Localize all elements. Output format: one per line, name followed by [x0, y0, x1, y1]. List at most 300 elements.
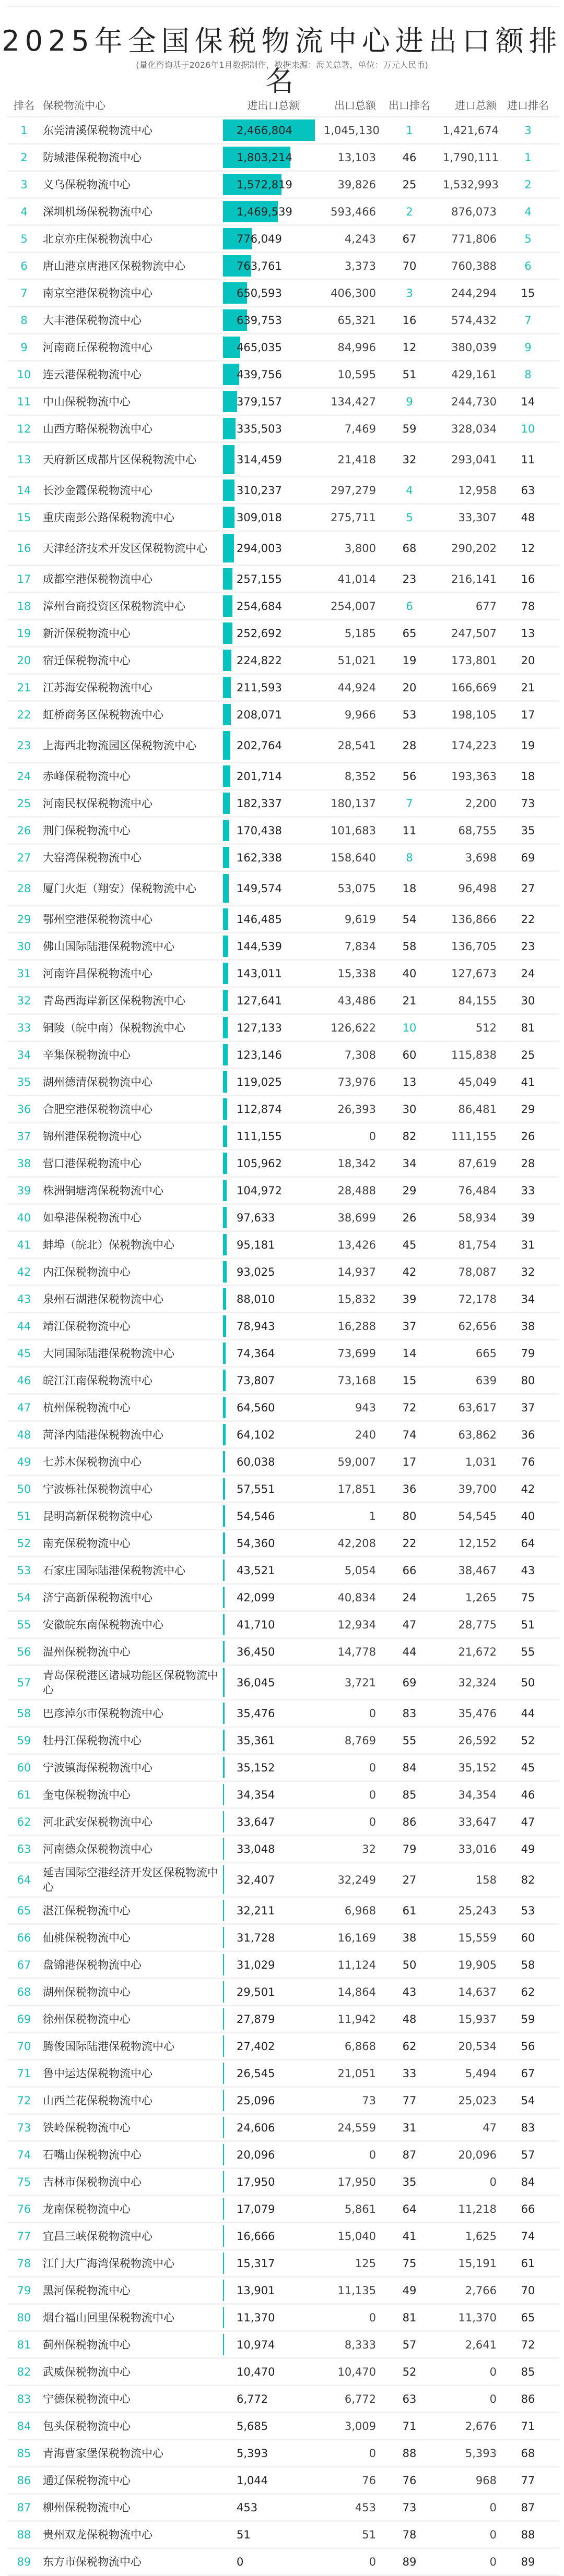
rank: 40 — [17, 1211, 31, 1224]
total-value: 257,155 — [237, 572, 282, 585]
total-value: 379,157 — [237, 395, 282, 408]
total-cell — [223, 1585, 324, 1610]
import-rank: 19 — [521, 739, 535, 752]
center-name: 河南许昌保税物流中心 — [43, 967, 152, 980]
center-name: 铜陵（皖中南）保税物流中心 — [43, 1021, 185, 1034]
table-row — [7, 845, 559, 872]
center-name: 宁德保税物流中心 — [43, 2392, 131, 2405]
import-rank: 5 — [524, 232, 532, 245]
total-cell — [223, 1042, 324, 1068]
export-total: 59,007 — [337, 1455, 376, 1468]
rank: 62 — [17, 1815, 31, 1828]
import-total: 11,218 — [458, 2202, 497, 2215]
import-rank: 52 — [521, 1734, 535, 1747]
table-row — [7, 2305, 559, 2332]
total-cell — [223, 532, 324, 565]
export-total: 593,466 — [331, 205, 376, 218]
rank: 31 — [17, 967, 31, 980]
export-rank: 71 — [402, 2419, 417, 2433]
total-value: 650,593 — [237, 286, 282, 299]
export-total: 17,851 — [337, 1482, 376, 1495]
center-name: 鲁中运达保税物流中心 — [43, 2067, 152, 2080]
total-value: 32,211 — [237, 1904, 275, 1917]
rank: 37 — [17, 1130, 31, 1143]
import-total: 96,498 — [458, 882, 497, 895]
total-cell — [223, 2440, 324, 2466]
total-cell — [223, 172, 324, 197]
total-value: 16,666 — [237, 2230, 275, 2243]
total-cell — [223, 2250, 324, 2276]
export-total: 7,469 — [344, 422, 376, 435]
total-value: 10,470 — [237, 2365, 275, 2378]
rank: 76 — [17, 2202, 31, 2215]
center-name: 菏泽内陆港保税物流中心 — [43, 1428, 163, 1441]
import-rank: 3 — [524, 124, 532, 137]
rank: 34 — [17, 1048, 31, 1061]
total-cell — [223, 729, 324, 762]
rank: 28 — [17, 882, 31, 895]
export-rank: 87 — [402, 2148, 417, 2161]
export-rank: 4 — [406, 484, 413, 497]
rank: 86 — [17, 2474, 31, 2487]
import-rank: 38 — [521, 1320, 535, 1333]
export-total: 126,622 — [331, 1021, 376, 1034]
total-cell — [223, 593, 324, 619]
export-total: 158,640 — [331, 851, 376, 864]
center-name: 大丰港保税物流中心 — [43, 314, 142, 327]
total-cell — [223, 1151, 324, 1176]
total-value: 314,459 — [237, 453, 282, 466]
export-total: 11,124 — [337, 1958, 376, 1971]
import-total: 15,191 — [458, 2257, 497, 2270]
import-total: 136,866 — [451, 913, 497, 926]
rank: 60 — [17, 1761, 31, 1774]
center-name: 鄂州空港保税物流中心 — [43, 913, 152, 926]
import-total: 2,766 — [465, 2284, 497, 2297]
table-row — [7, 620, 559, 648]
table-row — [7, 1666, 559, 1700]
rank: 70 — [17, 2040, 31, 2053]
rank: 11 — [17, 395, 31, 408]
total-value: 143,011 — [237, 967, 282, 980]
total-cell — [223, 2169, 324, 2195]
total-cell — [223, 2115, 324, 2140]
import-rank: 6 — [524, 259, 532, 272]
import-total: 33,647 — [458, 1815, 497, 1828]
total-cell — [223, 117, 324, 143]
import-total: 293,041 — [451, 453, 497, 466]
export-total: 125 — [355, 2257, 376, 2270]
rank: 7 — [20, 286, 28, 299]
total-cell — [223, 818, 324, 843]
export-total: 0 — [369, 1788, 376, 1801]
table-row — [7, 117, 559, 145]
rank: 4 — [20, 205, 28, 218]
import-rank: 14 — [521, 395, 535, 408]
total-value: 10,974 — [237, 2338, 275, 2351]
export-rank: 82 — [402, 1130, 417, 1143]
import-rank: 66 — [521, 2202, 535, 2215]
total-cell — [223, 280, 324, 306]
export-total: 51 — [362, 2528, 376, 2541]
total-value: 104,972 — [237, 1184, 282, 1197]
export-total: 0 — [369, 1707, 376, 1720]
import-rank: 45 — [521, 1761, 535, 1774]
total-value: 254,684 — [237, 600, 282, 613]
center-name: 吉林市保税物流中心 — [43, 2175, 142, 2188]
import-rank: 27 — [521, 882, 535, 895]
import-rank: 42 — [521, 1482, 535, 1495]
export-rank: 85 — [402, 1788, 417, 1801]
total-value: 64,560 — [237, 1401, 275, 1414]
export-rank: 89 — [402, 2555, 417, 2568]
export-total: 51,021 — [337, 654, 376, 667]
table-row — [7, 362, 559, 389]
import-rank: 56 — [521, 2040, 535, 2053]
import-rank: 34 — [521, 1292, 535, 1305]
table-row — [7, 2440, 559, 2467]
table-row — [7, 2196, 559, 2223]
export-rank: 59 — [402, 422, 417, 435]
rank: 2 — [20, 151, 28, 164]
total-cell — [223, 1666, 324, 1699]
export-total: 10,595 — [337, 368, 376, 381]
total-cell — [223, 1898, 324, 1923]
rank: 5 — [20, 232, 28, 245]
rank: 65 — [17, 1904, 31, 1917]
total-cell — [223, 1728, 324, 1753]
total-cell — [223, 2305, 324, 2330]
import-rank: 9 — [524, 341, 532, 354]
export-rank: 41 — [402, 2230, 417, 2243]
export-total: 1 — [369, 1509, 376, 1523]
import-total: 244,730 — [451, 395, 497, 408]
export-total: 32 — [362, 1842, 376, 1855]
rank: 23 — [17, 739, 31, 752]
rank: 81 — [17, 2338, 31, 2351]
center-name: 杭州保税物流中心 — [43, 1401, 131, 1414]
center-name: 厦门火炬（翔安）保税物流中心 — [43, 882, 196, 895]
rank: 61 — [17, 1788, 31, 1801]
export-total: 0 — [369, 2555, 376, 2568]
export-total: 134,427 — [331, 395, 376, 408]
total-value: 310,237 — [237, 484, 282, 497]
export-total: 943 — [355, 1401, 376, 1414]
table-row — [7, 1123, 559, 1151]
rank: 50 — [17, 1482, 31, 1495]
rank: 71 — [17, 2067, 31, 2080]
export-rank: 21 — [402, 994, 417, 1007]
rank: 25 — [17, 797, 31, 810]
export-total: 32,249 — [337, 1873, 376, 1886]
table-row — [7, 1449, 559, 1476]
table-row — [7, 2115, 559, 2142]
import-rank: 21 — [521, 681, 535, 694]
export-total: 38,699 — [337, 1211, 376, 1224]
center-name: 连云港保税物流中心 — [43, 368, 142, 381]
table-row — [7, 1151, 559, 1178]
total-value: 17,079 — [237, 2202, 275, 2215]
import-total: 1,421,674 — [443, 124, 499, 137]
import-total: 5,494 — [465, 2067, 497, 2080]
import-rank: 13 — [521, 627, 535, 640]
table-row — [7, 593, 559, 620]
import-rank: 40 — [521, 1509, 535, 1523]
rank: 77 — [17, 2230, 31, 2243]
total-cell — [223, 1700, 324, 1726]
total-cell — [223, 2033, 324, 2059]
total-value: 1,044 — [237, 2474, 268, 2487]
center-name: 北京亦庄保税物流中心 — [43, 232, 152, 245]
export-rank: 14 — [402, 1347, 417, 1360]
total-value: 105,962 — [237, 1157, 282, 1170]
table-row — [7, 253, 559, 280]
center-name: 宜昌三峡保税物流中心 — [43, 2230, 152, 2243]
import-rank: 7 — [524, 314, 532, 327]
total-cell — [223, 145, 324, 170]
center-name: 虹桥商务区保税物流中心 — [43, 708, 163, 721]
total-cell — [223, 416, 324, 441]
table-row — [7, 1069, 559, 1096]
import-total: 45,049 — [458, 1075, 497, 1088]
rank: 83 — [17, 2392, 31, 2405]
center-name: 长沙金霞保税物流中心 — [43, 484, 152, 497]
import-rank: 35 — [521, 824, 535, 837]
center-name: 江门大广海湾保税物流中心 — [43, 2257, 174, 2270]
center-name: 青岛保税港区诸城功能区保税物流中心 — [43, 1669, 218, 1696]
table-row — [7, 199, 559, 226]
import-rank: 32 — [521, 1265, 535, 1278]
export-rank: 58 — [402, 940, 417, 953]
export-rank: 78 — [402, 2528, 417, 2541]
total-cell — [223, 443, 324, 476]
import-total: 136,705 — [451, 940, 497, 953]
import-rank: 39 — [521, 1211, 535, 1224]
center-name: 烟台福山回里保税物流中心 — [43, 2311, 174, 2324]
total-value: 5,685 — [237, 2419, 268, 2433]
import-rank: 12 — [521, 542, 535, 555]
export-rank: 65 — [402, 627, 417, 640]
center-name: 唐山港京唐港区保税物流中心 — [43, 259, 185, 272]
rank: 18 — [17, 600, 31, 613]
export-rank: 34 — [402, 1157, 417, 1170]
rank: 15 — [17, 511, 31, 524]
import-total: 62,656 — [458, 1320, 497, 1333]
table-row — [7, 1395, 559, 1422]
total-cell — [223, 1836, 324, 1862]
import-rank: 41 — [521, 1075, 535, 1088]
import-rank: 60 — [521, 1931, 535, 1944]
import-total: 216,141 — [451, 572, 497, 585]
table-row — [7, 1700, 559, 1728]
total-cell — [223, 1096, 324, 1122]
center-name: 盘锦港保税物流中心 — [43, 1958, 142, 1971]
import-total: 0 — [489, 2501, 497, 2514]
total-cell — [223, 1782, 324, 1807]
center-name: 宁波栎社保税物流中心 — [43, 1482, 152, 1495]
header-export-rank: 出口排名 — [389, 99, 430, 112]
table-row — [7, 1368, 559, 1395]
import-total: 63,617 — [458, 1401, 497, 1414]
center-name: 佛山国际陆港保税物流中心 — [43, 940, 174, 953]
export-rank: 29 — [402, 1184, 417, 1197]
import-total: 290,202 — [451, 542, 497, 555]
total-value: 41,710 — [237, 1618, 275, 1631]
export-rank: 67 — [402, 232, 417, 245]
table-body — [7, 117, 559, 2576]
export-rank: 88 — [402, 2447, 417, 2460]
import-rank: 75 — [521, 1591, 535, 1604]
table-row — [7, 675, 559, 702]
table-row — [7, 1313, 559, 1340]
total-value: 43,521 — [237, 1564, 275, 1577]
export-rank: 50 — [402, 1958, 417, 1971]
rank: 27 — [17, 851, 31, 864]
export-rank: 1 — [406, 124, 413, 137]
total-cell — [223, 1639, 324, 1664]
import-rank: 30 — [521, 994, 535, 1007]
import-total: 2,200 — [465, 797, 497, 810]
total-value: 465,035 — [237, 341, 282, 354]
import-rank: 55 — [521, 1645, 535, 1658]
total-cell — [223, 1863, 324, 1896]
import-total: 0 — [489, 2555, 497, 2568]
export-total: 3,800 — [344, 542, 376, 555]
table-row — [7, 145, 559, 172]
import-rank: 4 — [524, 205, 532, 218]
import-rank: 71 — [521, 2419, 535, 2433]
import-total: 127,673 — [451, 967, 497, 980]
total-value: 439,756 — [237, 368, 282, 381]
rank: 9 — [20, 341, 28, 354]
import-rank: 16 — [521, 572, 535, 585]
table-row — [7, 566, 559, 593]
export-total: 8,352 — [344, 770, 376, 783]
rank: 78 — [17, 2257, 31, 2270]
center-name: 合肥空港保税物流中心 — [43, 1103, 152, 1116]
export-rank: 79 — [402, 1842, 417, 1855]
total-value: 88,010 — [237, 1292, 275, 1305]
table-row — [7, 2549, 559, 2576]
center-name: 新沂保税物流中心 — [43, 627, 131, 640]
center-name: 上海西北物流园区保税物流中心 — [43, 739, 196, 752]
export-total: 5,861 — [344, 2202, 376, 2215]
table-row — [7, 1898, 559, 1925]
export-rank: 9 — [406, 395, 413, 408]
total-cell — [223, 1422, 324, 1447]
header-total: 进出口总额 — [247, 99, 300, 112]
header-center-name: 保税物流中心 — [43, 99, 105, 112]
import-total: 47 — [483, 2121, 497, 2134]
header-import-rank: 进口排名 — [507, 99, 549, 112]
import-rank: 87 — [521, 2501, 535, 2514]
total-value: 17,950 — [237, 2175, 275, 2188]
import-total: 193,363 — [451, 770, 497, 783]
export-rank: 54 — [402, 913, 417, 926]
center-name: 江苏海安保税物流中心 — [43, 681, 152, 694]
export-rank: 76 — [402, 2474, 417, 2487]
center-name: 巴彦淖尔市保税物流中心 — [43, 1707, 163, 1720]
import-rank: 79 — [521, 1347, 535, 1360]
export-total: 275,711 — [331, 511, 376, 524]
rank: 75 — [17, 2175, 31, 2188]
center-name: 山西兰花保税物流中心 — [43, 2094, 152, 2107]
center-name: 天津经济技术开发区保税物流中心 — [43, 542, 207, 555]
total-cell — [223, 2006, 324, 2032]
total-cell — [223, 334, 324, 360]
import-total: 244,294 — [451, 286, 497, 299]
center-name: 宁波镇海保税物流中心 — [43, 1761, 152, 1774]
rank: 64 — [17, 1873, 31, 1886]
rank: 35 — [17, 1075, 31, 1088]
total-cell — [223, 845, 324, 870]
center-name: 中山保税物流中心 — [43, 395, 131, 408]
export-rank: 72 — [402, 1401, 417, 1414]
rank: 44 — [17, 1320, 31, 1333]
export-rank: 25 — [402, 178, 417, 191]
export-rank: 75 — [402, 2257, 417, 2270]
rank: 24 — [17, 770, 31, 783]
table-row — [7, 790, 559, 818]
table-row — [7, 443, 559, 477]
rank: 80 — [17, 2311, 31, 2324]
export-total: 297,279 — [331, 484, 376, 497]
rank: 21 — [17, 681, 31, 694]
total-cell — [223, 1286, 324, 1312]
export-rank: 18 — [402, 882, 417, 895]
center-name: 义乌保税物流中心 — [43, 178, 131, 191]
export-total: 6,772 — [344, 2392, 376, 2405]
export-rank: 61 — [402, 1904, 417, 1917]
center-name: 腾俊国际陆港保税物流中心 — [43, 2040, 174, 2053]
import-rank: 58 — [521, 1958, 535, 1971]
import-total: 1,532,993 — [443, 178, 499, 191]
table-row — [7, 2033, 559, 2060]
export-total: 240 — [355, 1428, 376, 1441]
import-total: 0 — [489, 2528, 497, 2541]
center-name: 株洲铜塘湾保税物流中心 — [43, 1184, 163, 1197]
export-rank: 81 — [402, 2311, 417, 2324]
total-value: 182,337 — [237, 797, 282, 810]
import-total: 19,905 — [458, 1958, 497, 1971]
export-total: 73 — [362, 2094, 376, 2107]
total-value: 36,045 — [237, 1676, 275, 1689]
import-rank: 76 — [521, 1455, 535, 1468]
import-rank: 28 — [521, 1157, 535, 1170]
total-value: 149,574 — [237, 882, 282, 895]
center-name: 河南民权保税物流中心 — [43, 797, 152, 810]
export-total: 15,338 — [337, 967, 376, 980]
total-cell — [223, 389, 324, 414]
import-rank: 53 — [521, 1904, 535, 1917]
table-row — [7, 2495, 559, 2522]
import-rank: 54 — [521, 2094, 535, 2107]
center-name: 石嘴山保税物流中心 — [43, 2148, 142, 2161]
rank: 63 — [17, 1842, 31, 1855]
export-total: 10,470 — [337, 2365, 376, 2378]
import-rank: 57 — [521, 2148, 535, 2161]
center-name: 南充保税物流中心 — [43, 1537, 131, 1550]
total-cell — [223, 933, 324, 959]
total-value: 51 — [237, 2528, 251, 2541]
import-total: 25,023 — [458, 2094, 497, 2107]
table-row — [7, 172, 559, 199]
export-total: 39,826 — [337, 178, 376, 191]
export-rank: 53 — [402, 708, 417, 721]
rank: 72 — [17, 2094, 31, 2107]
rank: 56 — [17, 1645, 31, 1658]
total-cell — [223, 2495, 324, 2520]
